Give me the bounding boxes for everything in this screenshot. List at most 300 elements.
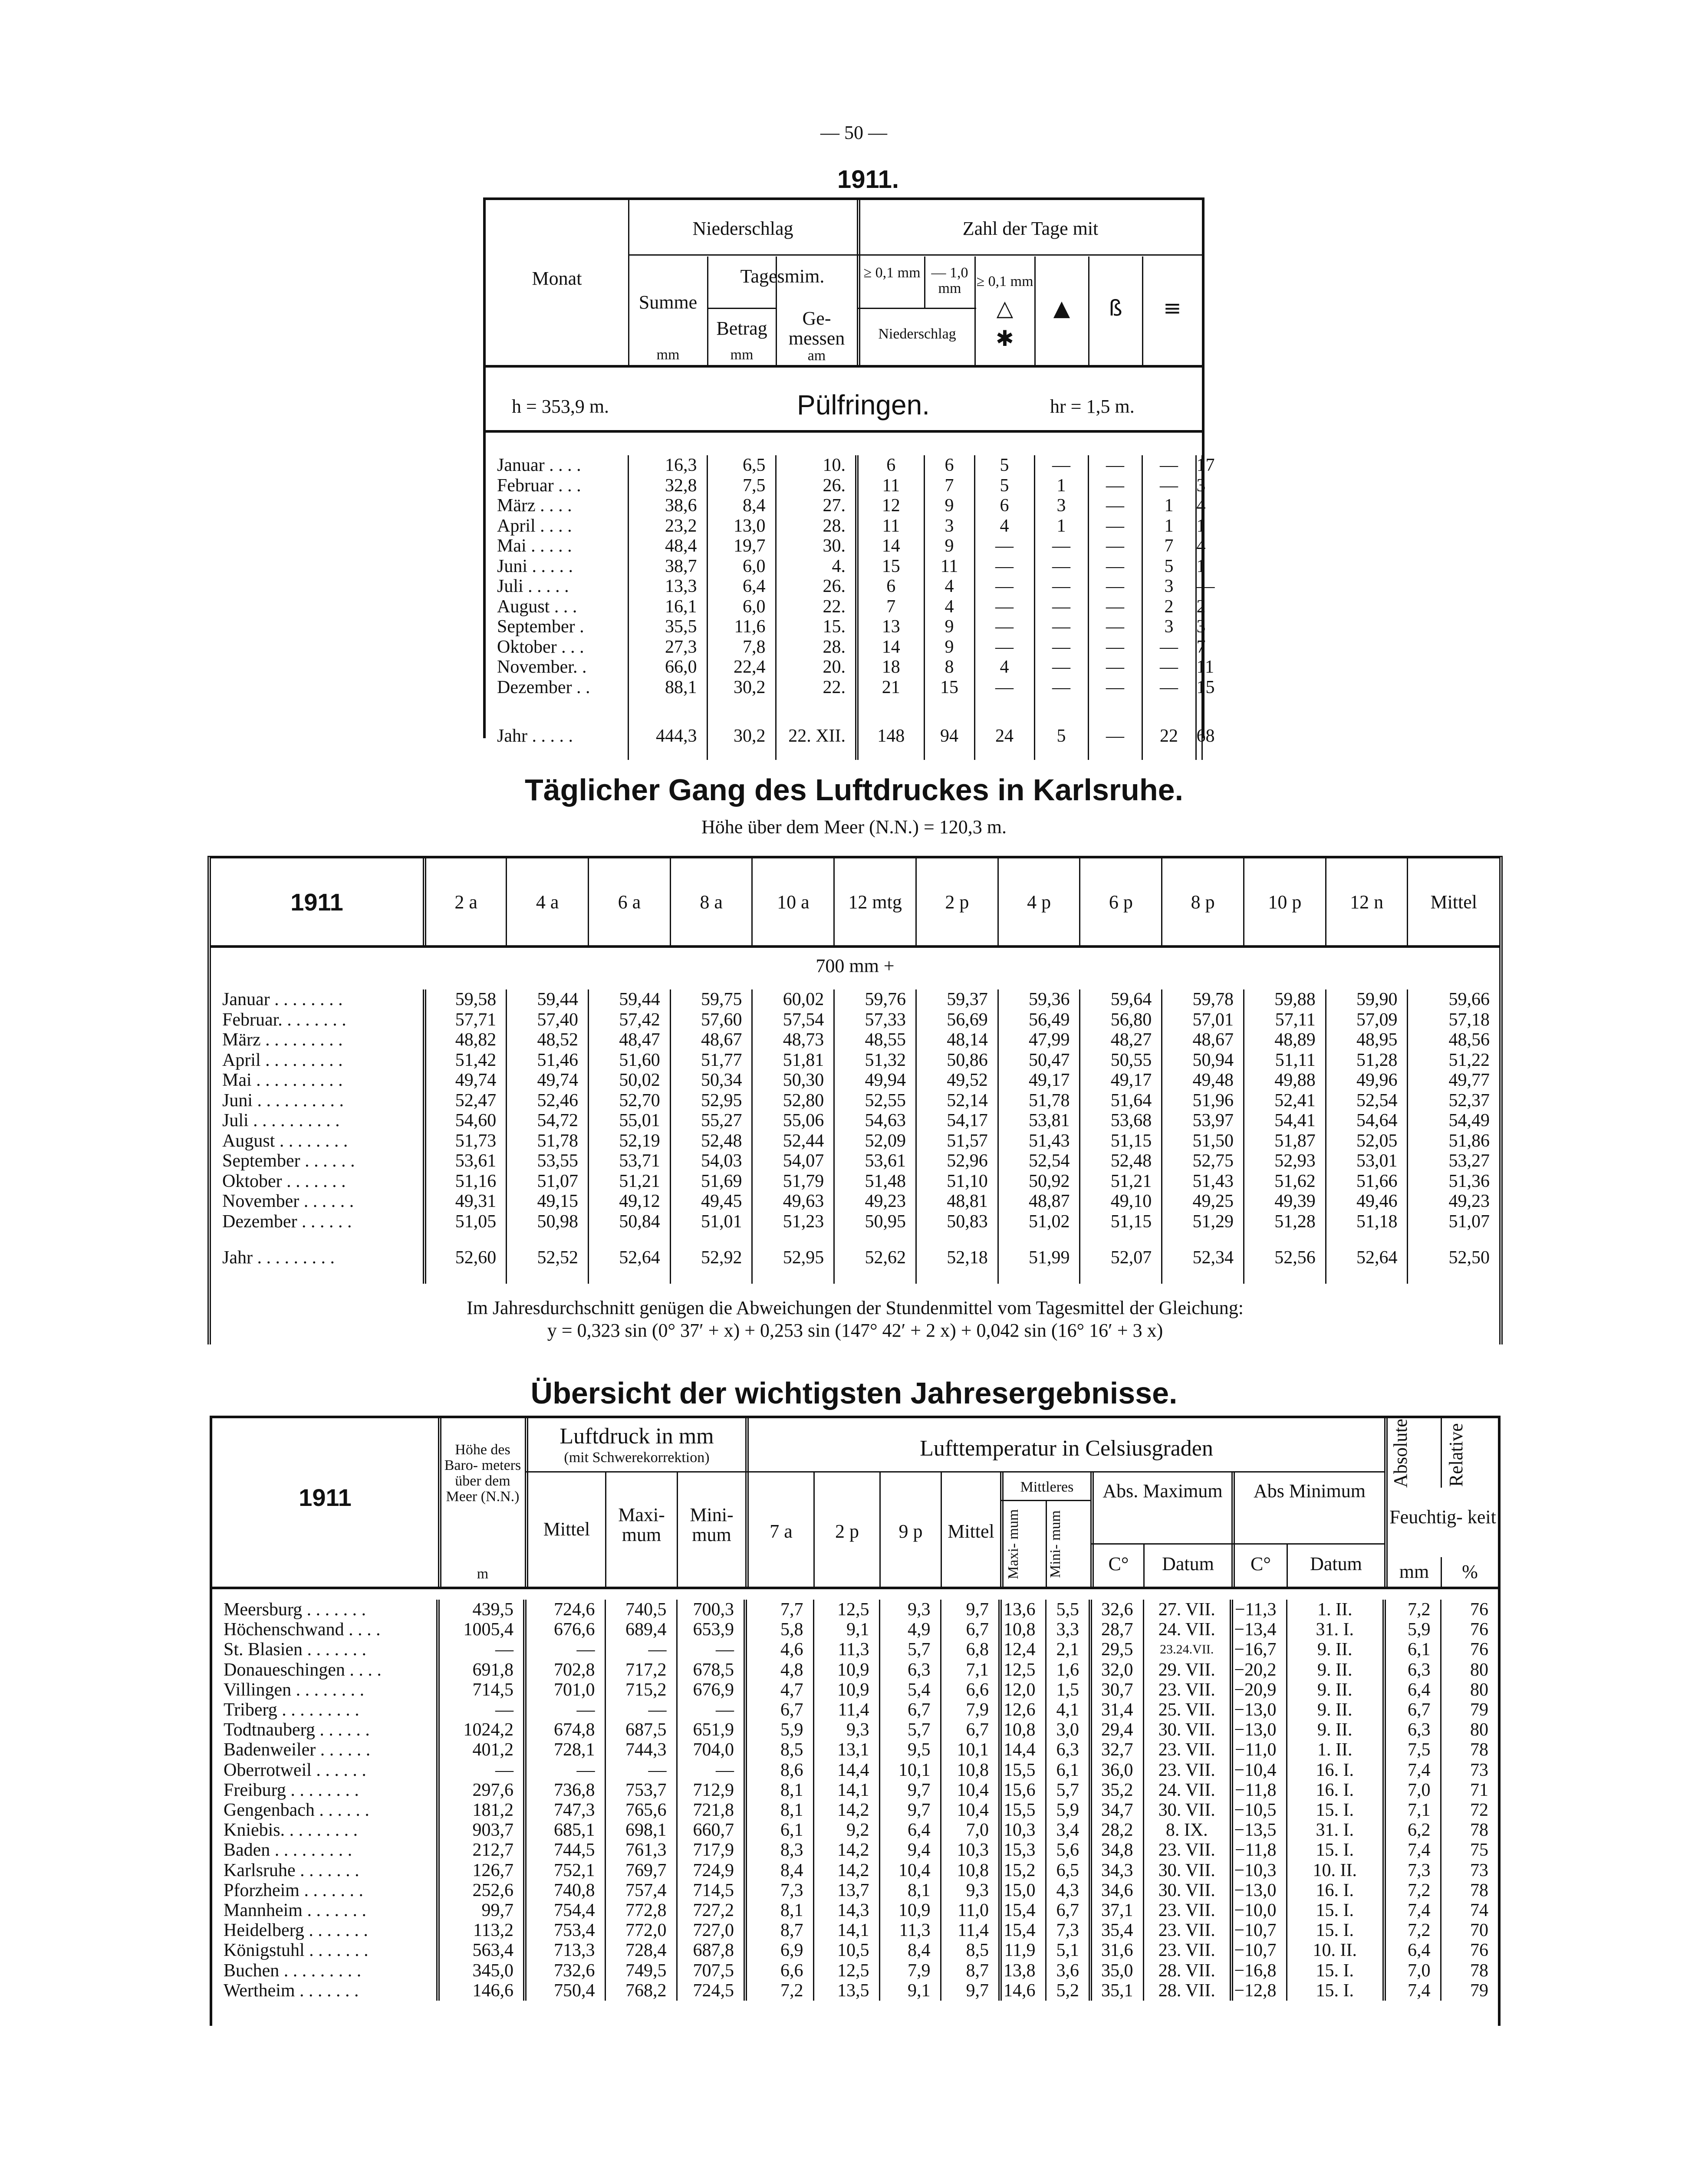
cell: 30. VII. xyxy=(1143,1800,1231,1820)
cell: 23. VII. xyxy=(1143,1760,1231,1780)
cell: 53,68 xyxy=(1080,1111,1162,1131)
cell: −10,3 xyxy=(1231,1860,1287,1880)
cell: 4,3 xyxy=(1046,1880,1090,1900)
col-abs-maximum: Abs. Maximum xyxy=(1102,1480,1223,1502)
cell: 59,76 xyxy=(834,989,916,1010)
cell: 51,15 xyxy=(1080,1212,1162,1232)
cell: — xyxy=(1034,455,1088,476)
cell: 51,18 xyxy=(1326,1212,1408,1232)
table-row xyxy=(486,576,1202,597)
cell: — xyxy=(677,1700,745,1720)
col-ld-maximum: Maxi- mum xyxy=(618,1504,665,1545)
cell: 772,8 xyxy=(605,1900,677,1920)
cell: 6,5 xyxy=(707,455,776,476)
cell: 51,46 xyxy=(507,1050,589,1071)
cell: 15,2 xyxy=(1000,1860,1046,1880)
cell: 701,0 xyxy=(525,1680,605,1700)
cell: 11 xyxy=(1196,657,1214,677)
cell: 50,83 xyxy=(916,1212,998,1232)
cell: — xyxy=(1142,677,1196,698)
cell: 7,1 xyxy=(941,1660,1000,1680)
cell: 78 xyxy=(1441,1880,1498,1900)
cell: — xyxy=(1034,576,1088,597)
cell: 903,7 xyxy=(438,1820,525,1840)
cell: 49,52 xyxy=(916,1070,998,1091)
cell: 10,9 xyxy=(813,1680,879,1700)
cell: 71 xyxy=(1441,1780,1498,1800)
cell: 51,78 xyxy=(507,1131,589,1151)
cell: 6,8 xyxy=(941,1640,1000,1660)
cell: 6,7 xyxy=(1046,1900,1090,1920)
cell: 32,7 xyxy=(1090,1740,1143,1760)
cell: −10,5 xyxy=(1231,1800,1287,1820)
station-height: h = 353,9 m. xyxy=(512,396,609,417)
row-label: Juli . . . . . xyxy=(497,576,569,596)
cell: −10,0 xyxy=(1231,1900,1287,1920)
table-row xyxy=(212,1660,1498,1680)
cell: 74 xyxy=(1441,1900,1498,1920)
pressure-table xyxy=(207,856,1503,1344)
cell: 36,0 xyxy=(1090,1760,1143,1780)
cell: 22. xyxy=(776,677,857,698)
cell: — xyxy=(438,1640,525,1660)
cell: — xyxy=(1088,536,1142,556)
cell: 30. xyxy=(776,536,857,556)
cell: 48,67 xyxy=(1162,1030,1244,1050)
cell: 49,15 xyxy=(507,1191,589,1212)
cell: 51,60 xyxy=(588,1050,670,1071)
cell: −11,0 xyxy=(1231,1740,1287,1760)
cell: 54,07 xyxy=(752,1151,834,1171)
cell: 727,0 xyxy=(677,1920,745,1940)
cell: 1. II. xyxy=(1287,1740,1384,1760)
cell: 9. II. xyxy=(1287,1700,1384,1720)
cell: 48,47 xyxy=(588,1030,670,1050)
row-label: Baden . . . . . . . . . xyxy=(224,1840,352,1860)
cell: — xyxy=(974,617,1034,637)
cell: 6,3 xyxy=(1384,1720,1441,1740)
cell: 57,60 xyxy=(670,1010,752,1030)
cell: 54,49 xyxy=(1408,1111,1499,1131)
col-hour-2: 6 a xyxy=(588,858,670,945)
cell: 727,2 xyxy=(677,1900,745,1920)
total-row xyxy=(486,697,1202,760)
cell: 715,2 xyxy=(605,1680,677,1700)
cell: 14,1 xyxy=(813,1780,879,1800)
cell: 38,6 xyxy=(628,496,707,516)
cell: 707,5 xyxy=(677,1961,745,1981)
cell: 15. I. xyxy=(1287,1981,1384,2001)
cell: 53,55 xyxy=(507,1151,589,1171)
cell: 728,1 xyxy=(525,1740,605,1760)
cell: 9,4 xyxy=(879,1840,941,1860)
cell: — xyxy=(1034,536,1088,556)
cell: 28,7 xyxy=(1090,1620,1143,1640)
cell: 11,9 xyxy=(1000,1940,1046,1960)
cell: 15. I. xyxy=(1287,1900,1384,1920)
cell: 49,45 xyxy=(670,1191,752,1212)
cell: 6,1 xyxy=(745,1820,813,1840)
cell: 51,28 xyxy=(1326,1050,1408,1071)
table-row xyxy=(211,1070,1499,1091)
cell: 5,7 xyxy=(879,1720,941,1740)
cell: 11,0 xyxy=(941,1900,1000,1920)
table-row xyxy=(212,1620,1498,1640)
cell: 15 xyxy=(1196,677,1215,697)
cell: 57,40 xyxy=(507,1010,589,1030)
cell: 1 xyxy=(1034,516,1088,536)
row-label: November. . xyxy=(497,657,587,677)
cell: 3 xyxy=(924,516,974,536)
cell: 721,8 xyxy=(677,1800,745,1820)
cell: 57,11 xyxy=(1244,1010,1326,1030)
cell: 50,98 xyxy=(507,1212,589,1232)
cell: 6 xyxy=(857,576,924,597)
cell: 54,41 xyxy=(1244,1111,1326,1131)
row-label: Höchenschwand . . . . xyxy=(224,1620,381,1640)
table-row xyxy=(212,1600,1498,1620)
cell: 52,92 xyxy=(670,1232,752,1284)
cell: 5,9 xyxy=(745,1720,813,1740)
cell: 14,4 xyxy=(813,1760,879,1780)
table-row xyxy=(486,476,1202,496)
row-label: Juli . . . . . . . . . . xyxy=(222,1111,340,1131)
col-summe-unit: mm xyxy=(656,347,680,363)
table-row xyxy=(211,1091,1499,1111)
cell: 49,77 xyxy=(1408,1070,1499,1091)
cell: 78 xyxy=(1441,1961,1498,1981)
table-row xyxy=(486,556,1202,577)
cell: 2,1 xyxy=(1046,1640,1090,1660)
cell: 8,3 xyxy=(745,1840,813,1860)
cell: 4,1 xyxy=(1046,1700,1090,1720)
row-label: Juni . . . . . xyxy=(497,556,573,576)
row-label: September . xyxy=(497,617,584,637)
cell: 16. I. xyxy=(1287,1880,1384,1900)
row-label: November . . . . . . xyxy=(222,1191,354,1211)
cell: 51,96 xyxy=(1162,1091,1244,1111)
cell: 8,1 xyxy=(745,1800,813,1820)
table-row xyxy=(212,1900,1498,1920)
row-label: Karlsruhe . . . . . . . xyxy=(224,1860,359,1880)
cell: 34,7 xyxy=(1090,1800,1143,1820)
cell: 78 xyxy=(1441,1740,1498,1760)
cell: 736,8 xyxy=(525,1780,605,1800)
cell: 769,7 xyxy=(605,1860,677,1880)
cell: 94 xyxy=(924,697,974,760)
cell: 8,6 xyxy=(745,1760,813,1780)
cell: 35,4 xyxy=(1090,1920,1143,1940)
cell: 15. I. xyxy=(1287,1800,1384,1820)
table-row xyxy=(211,1191,1499,1212)
cell: 691,8 xyxy=(438,1660,525,1680)
cell: — xyxy=(1088,576,1142,597)
cell: 51,81 xyxy=(752,1050,834,1071)
cell: — xyxy=(605,1640,677,1660)
cell: 47,99 xyxy=(998,1030,1080,1050)
cell: 747,3 xyxy=(525,1800,605,1820)
cell: 55,27 xyxy=(670,1111,752,1131)
section2-subtitle: Höhe über dem Meer (N.N.) = 120,3 m. xyxy=(701,816,1007,838)
row-label: August . . . . . . . . xyxy=(222,1131,348,1151)
cell: 50,95 xyxy=(834,1212,916,1232)
row-label: April . . . . . . . . . xyxy=(222,1050,343,1070)
cell: 23. VII. xyxy=(1143,1740,1231,1760)
row-label: Heidelberg . . . . . . . xyxy=(224,1920,368,1941)
cell: 53,97 xyxy=(1162,1111,1244,1131)
cell: 10,9 xyxy=(879,1900,941,1920)
row-label: Mannheim . . . . . . . xyxy=(224,1900,366,1921)
cell: 48,95 xyxy=(1326,1030,1408,1050)
col-betrag-unit: mm xyxy=(730,347,754,363)
cell: 6,4 xyxy=(1384,1940,1441,1960)
cell: 7,2 xyxy=(745,1981,813,2001)
col-ge-0-1: ≥ 0,1 mm xyxy=(863,265,921,281)
cell: 50,84 xyxy=(588,1212,670,1232)
cell: 49,12 xyxy=(588,1191,670,1212)
table-row xyxy=(212,1800,1498,1820)
section3-year: 1911 xyxy=(299,1484,352,1511)
row-label: Wertheim . . . . . . . xyxy=(224,1980,359,2001)
cell: 51,66 xyxy=(1326,1171,1408,1192)
cell: 50,02 xyxy=(588,1070,670,1091)
cell: 59,66 xyxy=(1408,989,1499,1010)
cell: 25. VII. xyxy=(1143,1700,1231,1720)
cell: 19,7 xyxy=(707,536,776,556)
cell: 8,5 xyxy=(745,1740,813,1760)
cell: 212,7 xyxy=(438,1840,525,1860)
col-absmax-datum: Datum xyxy=(1162,1553,1214,1574)
cell: 8,1 xyxy=(879,1880,941,1900)
cell: 60,02 xyxy=(752,989,834,1010)
cell: 9,7 xyxy=(941,1981,1000,2001)
row-label: Todtnauberg . . . . . . xyxy=(224,1720,370,1740)
cell: 6,1 xyxy=(1046,1760,1090,1780)
cell: 10,8 xyxy=(941,1760,1000,1780)
cell: 52,19 xyxy=(588,1131,670,1151)
col-hour-12: Mittel xyxy=(1408,858,1499,945)
cell: 57,01 xyxy=(1162,1010,1244,1030)
cell: 724,9 xyxy=(677,1860,745,1880)
cell: 113,2 xyxy=(438,1920,525,1940)
table-row xyxy=(211,1010,1499,1030)
cell: 15. I. xyxy=(1287,1961,1384,1981)
cell: 12,0 xyxy=(1000,1680,1046,1700)
cell: 15 xyxy=(857,556,924,577)
cell: 724,6 xyxy=(525,1600,605,1620)
table-row xyxy=(486,617,1202,637)
cell: 31,6 xyxy=(1090,1940,1143,1960)
cell: 11 xyxy=(857,516,924,536)
cell: 15,4 xyxy=(1000,1900,1046,1920)
cell: −13,0 xyxy=(1231,1700,1287,1720)
cell: 3 xyxy=(1034,496,1088,516)
total-row xyxy=(211,1232,1499,1284)
table-row xyxy=(212,1981,1498,2001)
cell: −11,8 xyxy=(1231,1840,1287,1860)
cell: — xyxy=(525,1700,605,1720)
col-ld-mittel: Mittel xyxy=(543,1519,590,1540)
cell: 11,3 xyxy=(813,1640,879,1660)
col-hour-6: 2 p xyxy=(916,858,998,945)
cell: 10,3 xyxy=(941,1840,1000,1860)
cell: 52,54 xyxy=(1326,1091,1408,1111)
cell: 73 xyxy=(1441,1760,1498,1780)
cell: — xyxy=(1088,597,1142,617)
cell: 59,88 xyxy=(1244,989,1326,1010)
cell: — xyxy=(1142,657,1196,677)
cell: 52,96 xyxy=(916,1151,998,1171)
cell: 49,94 xyxy=(834,1070,916,1091)
cell: 52,41 xyxy=(1244,1091,1326,1111)
cell: 740,5 xyxy=(605,1600,677,1620)
row-label: Donaueschingen . . . . xyxy=(224,1660,382,1680)
cell: −10,7 xyxy=(1231,1920,1287,1940)
cell: 51,21 xyxy=(588,1171,670,1192)
row-label: Jahr . . . . . . . . . xyxy=(222,1248,335,1268)
cell: 76 xyxy=(1441,1600,1498,1620)
cell: 1024,2 xyxy=(438,1720,525,1740)
cell: 18 xyxy=(857,657,924,677)
cell: 712,9 xyxy=(677,1780,745,1800)
cell: 56,49 xyxy=(998,1010,1080,1030)
row-label: Freiburg . . . . . . . . xyxy=(224,1780,359,1800)
col-humidity-mm: mm xyxy=(1399,1561,1429,1582)
cell: 51,29 xyxy=(1162,1212,1244,1232)
cell: 12,5 xyxy=(813,1961,879,1981)
cell: 53,61 xyxy=(425,1151,507,1171)
cell: 12,4 xyxy=(1000,1640,1046,1660)
cell: 51,15 xyxy=(1080,1131,1162,1151)
cell: 7,4 xyxy=(1384,1760,1441,1780)
cell: 51,50 xyxy=(1162,1131,1244,1151)
row-label: April . . . . xyxy=(497,516,572,536)
cell: 7,2 xyxy=(1384,1880,1441,1900)
cell: 9,5 xyxy=(879,1740,941,1760)
cell: −16,7 xyxy=(1231,1640,1287,1660)
cell: 6,5 xyxy=(1046,1860,1090,1880)
cell: 48,55 xyxy=(834,1030,916,1050)
cell: 51,48 xyxy=(834,1171,916,1192)
cell: 34,8 xyxy=(1090,1840,1143,1860)
cell: 52,95 xyxy=(752,1232,834,1284)
annual-results-body xyxy=(212,1600,1498,2001)
col-hour-11: 12 n xyxy=(1326,858,1408,945)
cell: 52,75 xyxy=(1162,1151,1244,1171)
cell: 8,4 xyxy=(879,1940,941,1960)
table-row xyxy=(486,677,1202,698)
col-hour-7: 4 p xyxy=(998,858,1080,945)
cell: 53,01 xyxy=(1326,1151,1408,1171)
cell: 757,4 xyxy=(605,1880,677,1900)
cell: 4,9 xyxy=(879,1620,941,1640)
cell: 28. VII. xyxy=(1143,1961,1231,1981)
cell: 5,7 xyxy=(879,1640,941,1660)
page-number: — 50 — xyxy=(820,122,887,143)
table-row xyxy=(212,1780,1498,1800)
cell: 5,1 xyxy=(1046,1940,1090,1960)
cell: 52,54 xyxy=(998,1151,1080,1171)
cell: 761,3 xyxy=(605,1840,677,1860)
cell: 49,88 xyxy=(1244,1070,1326,1091)
cell: 49,96 xyxy=(1326,1070,1408,1091)
cell: 10,8 xyxy=(941,1860,1000,1880)
cell: 6,7 xyxy=(941,1720,1000,1740)
cell: 23. VII. xyxy=(1143,1680,1231,1700)
fog-icon: ≡ xyxy=(1163,296,1181,321)
cell: 6,0 xyxy=(707,556,776,577)
cell: 3,3 xyxy=(1046,1620,1090,1640)
row-label: Königstuhl . . . . . . . xyxy=(224,1940,369,1961)
table-row xyxy=(212,1640,1498,1660)
cell: 5,8 xyxy=(745,1620,813,1640)
cell: 698,1 xyxy=(605,1820,677,1840)
cell: 297,6 xyxy=(438,1780,525,1800)
cell: 59,37 xyxy=(916,989,998,1010)
cell: 6,7 xyxy=(879,1700,941,1720)
cell: 59,36 xyxy=(998,989,1080,1010)
cell: 35,5 xyxy=(628,617,707,637)
cell: 2 xyxy=(1196,596,1206,617)
col-hour-5: 12 mtg xyxy=(834,858,916,945)
cell: 1 xyxy=(1034,476,1088,496)
cell: 51,69 xyxy=(670,1171,752,1192)
cell: 10,4 xyxy=(941,1780,1000,1800)
cell: 50,92 xyxy=(998,1171,1080,1192)
cell: 52,47 xyxy=(425,1091,507,1111)
cell: 27. VII. xyxy=(1143,1600,1231,1620)
cell: 9,3 xyxy=(813,1720,879,1740)
cell: 148 xyxy=(857,697,924,760)
cell: 6,4 xyxy=(879,1820,941,1840)
cell: 8,7 xyxy=(941,1961,1000,1981)
cell: 12,5 xyxy=(1000,1660,1046,1680)
cell: 676,9 xyxy=(677,1680,745,1700)
cell: 6,2 xyxy=(1384,1820,1441,1840)
cell: 53,81 xyxy=(998,1111,1080,1131)
cell: 20. xyxy=(776,657,857,677)
cell: 52,07 xyxy=(1080,1232,1162,1284)
cell: — xyxy=(1088,476,1142,496)
cell: 8,7 xyxy=(745,1920,813,1940)
cell: 49,10 xyxy=(1080,1191,1162,1212)
cell: 52,44 xyxy=(752,1131,834,1151)
annual-results-table xyxy=(210,1416,1501,2026)
cell: 52,34 xyxy=(1162,1232,1244,1284)
cell: 13,1 xyxy=(813,1740,879,1760)
cell: — xyxy=(605,1760,677,1780)
cell: 59,75 xyxy=(670,989,752,1010)
cell: 57,33 xyxy=(834,1010,916,1030)
cell: 14,2 xyxy=(813,1800,879,1820)
cell: — xyxy=(1088,637,1142,657)
cell: 28. VII. xyxy=(1143,1981,1231,2001)
row-label: Oktober . . . xyxy=(497,637,584,657)
cell: 6,3 xyxy=(879,1660,941,1680)
cell: 9 xyxy=(924,536,974,556)
col-barometer-unit: m xyxy=(477,1566,489,1582)
cell: 7 xyxy=(1142,536,1196,556)
cell: 9,7 xyxy=(879,1780,941,1800)
cell: −16,8 xyxy=(1231,1961,1287,1981)
row-label: St. Blasien . . . . . . . xyxy=(224,1640,367,1660)
cell: 51,42 xyxy=(425,1050,507,1071)
cell: 32,8 xyxy=(628,476,707,496)
cell: 51,07 xyxy=(507,1171,589,1192)
cell: 50,55 xyxy=(1080,1050,1162,1071)
cell: 1. II. xyxy=(1287,1600,1384,1620)
cell: 49,23 xyxy=(1408,1191,1499,1212)
